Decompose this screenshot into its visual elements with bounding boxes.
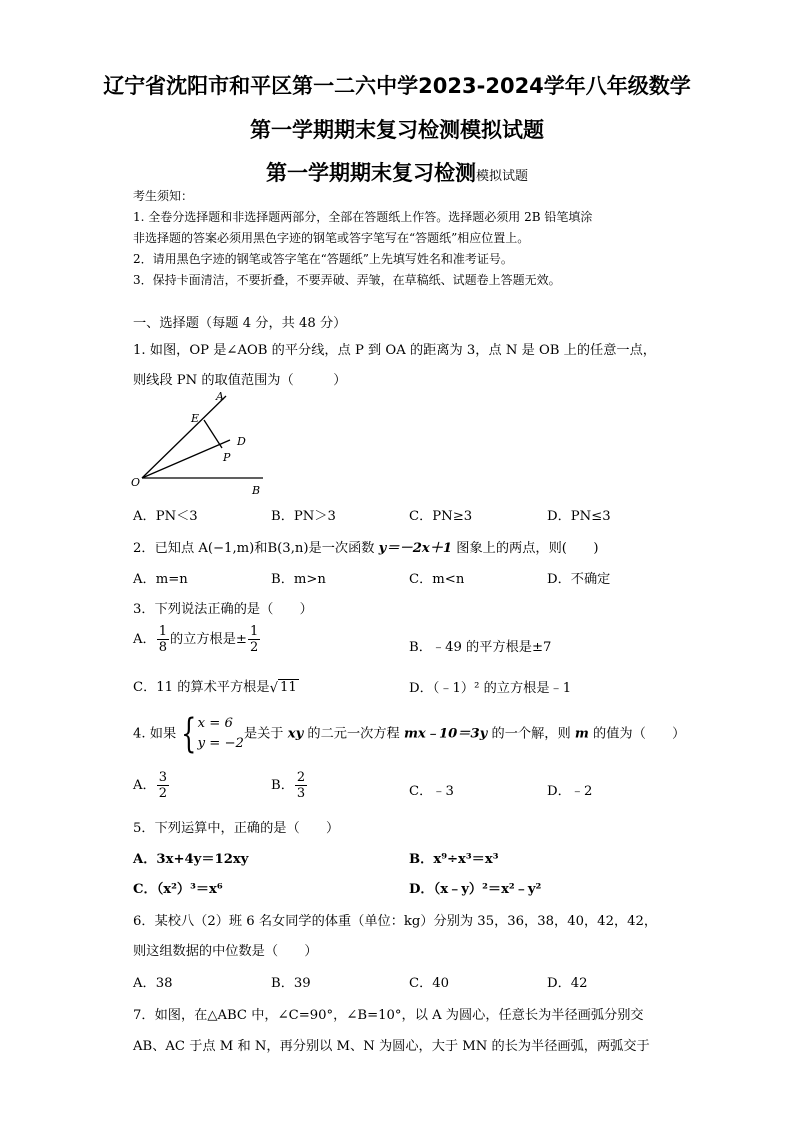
q4-m: m — [574, 726, 589, 742]
q6-option-b: B．39 — [271, 976, 311, 991]
exam-title-line3-small: 模拟试题 — [475, 169, 528, 184]
q4-option-b — [271, 770, 308, 801]
q2-option-a: A．m=n — [133, 572, 188, 587]
q1-option-d: D．PN≤3 — [547, 509, 611, 524]
notice-line-1: 1. 全卷分选择题和非选择题两部分，全部在答题纸上作答。选择题必须用 2B 铅笔填涂 — [133, 210, 593, 224]
q5-option-a: A．3x+4y＝12xy — [133, 852, 249, 867]
q5-option-b: B．x⁹÷x³＝x³ — [409, 852, 499, 867]
ray-od — [142, 440, 230, 478]
q1-option-b: B．PN＞3 — [271, 509, 336, 524]
q5-stem: 5．下列运算中，正确的是（ ） — [133, 821, 340, 836]
brace-icon: { — [181, 711, 197, 757]
q1-option-c: C．PN≥3 — [409, 509, 473, 524]
q3-option-b: B．﹣49 的平方根是±7 — [409, 640, 552, 655]
exam-title-line3-main: 第一学期期末复习检测 — [265, 161, 476, 185]
q1-figure — [125, 388, 275, 498]
q4-option-d: D．﹣2 — [547, 784, 593, 799]
label-e: E — [191, 412, 200, 425]
q4-text-b: 的二元一次方程 — [303, 726, 404, 742]
fraction-denominator: 3 — [296, 786, 306, 801]
label-p: P — [223, 451, 231, 464]
system-eq1: x = 6 — [197, 716, 233, 731]
square-root — [270, 679, 299, 696]
q3-option-a-mid: 的立方根是± — [170, 632, 247, 647]
q7-line1: 7．如图，在△ABC 中，∠C=90°，∠B=10°，以 A 为圆心，任意长为半径画弧分别交 — [133, 1008, 644, 1023]
perpendicular-pe — [204, 420, 222, 448]
fraction-denominator: 2 — [158, 786, 167, 801]
fraction-numerator: 1 — [158, 624, 167, 639]
q4-text-d: 的值为（ ） — [588, 726, 686, 742]
q4-option-b-prefix: B． — [271, 778, 294, 793]
fraction-denominator: 8 — [158, 640, 167, 655]
q4-xy: xy — [287, 726, 304, 742]
q3-option-c-text: C．11 的算术平方根是 — [133, 680, 270, 695]
radical-sign-icon: √ — [269, 681, 278, 696]
fraction-denominator: 2 — [250, 640, 259, 655]
label-a: A — [216, 390, 224, 403]
exam-title-line1: 辽宁省沈阳市和平区第一二六中学2023-2024学年八年级数学 — [103, 74, 691, 98]
fraction-numerator: 2 — [296, 770, 306, 785]
q2-text-a: 2．已知点 A(−1,m)和B(3,n)是一次函数 — [133, 541, 379, 556]
notice-line-2: 非选择题的答案必须用黑色字迹的钢笔或答字笔写在“答题纸”相应位置上。 — [133, 231, 530, 245]
section-heading: 一、选择题（每题 4 分，共 48 分） — [133, 316, 347, 331]
q3-option-d: D．（﹣1）² 的立方根是﹣1 — [409, 681, 572, 696]
q1-line2: 则线段 PN 的取值范围为（ ） — [133, 373, 347, 388]
exam-title-line2: 第一学期期末复习检测模拟试题 — [250, 118, 544, 142]
q4-option-a-prefix: A． — [133, 778, 156, 793]
q3-stem: 3．下列说法正确的是（ ） — [133, 602, 313, 617]
ray-oa — [142, 396, 226, 478]
q3-option-a-prefix: A． — [133, 632, 156, 647]
notice-line-3: 2．请用黑色字迹的钢笔或答字笔在“答题纸”上先填写姓名和准考证号。 — [133, 252, 513, 266]
notice-line-4: 3．保持卡面清洁，不要折叠，不要弄破、弄皱，在草稿纸、试题卷上答题无效。 — [133, 273, 561, 287]
q6-line2: 则这组数据的中位数是（ ） — [133, 944, 318, 959]
q1-line1: 1. 如图，OP 是∠AOB 的平分线，点 P 到 OA 的距离为 3，点 N 是 OB 上的任意一点， — [133, 343, 656, 358]
q3-option-c — [133, 676, 299, 696]
equation-system — [198, 714, 244, 754]
q2-option-d: D．不确定 — [547, 572, 611, 587]
radicand: 11 — [279, 680, 297, 695]
exam-title-line3 — [0, 157, 794, 187]
q7-line2: AB、AC 于点 M 和 N，再分别以 M、N 为圆心，大于 MN 的长为半径画弧，两弧交于 — [133, 1039, 650, 1054]
fraction-numerator: 3 — [158, 770, 167, 785]
label-b: B — [252, 484, 261, 497]
q2-option-b: B．m>n — [271, 572, 326, 587]
q1-option-a: A．PN＜3 — [133, 509, 198, 524]
q4-text-a: 是关于 — [243, 726, 288, 742]
q2-function: y＝－2x＋1 — [378, 541, 453, 556]
fraction — [157, 624, 169, 655]
fraction — [295, 770, 307, 801]
q6-option-a: A．38 — [133, 976, 173, 991]
notice-heading: 考生须知： — [133, 189, 194, 203]
system-eq2: y = −2 — [197, 736, 244, 751]
label-d: D — [237, 435, 246, 448]
q6-option-d: D．42 — [547, 976, 588, 991]
q4-stem — [133, 711, 686, 757]
q2-option-c: C．m<n — [409, 572, 465, 587]
q4-option-a — [133, 770, 170, 801]
fraction — [157, 770, 169, 801]
q4-prefix: 4. 如果 — [133, 726, 177, 742]
q6-line1: 6．某校八（2）班 6 名女同学的体重（单位：kg）分别为 35，36，38，40，42，42， — [133, 914, 658, 929]
fraction — [248, 624, 260, 655]
q2-stem — [133, 537, 598, 556]
q5-option-c: C．（x²）³＝x⁶ — [133, 882, 223, 897]
label-o: O — [131, 476, 141, 489]
q3-option-a — [133, 624, 261, 655]
q2-text-b: 图象上的两点，则( ) — [452, 541, 599, 556]
q6-option-c: C．40 — [409, 976, 450, 991]
fraction-numerator: 1 — [250, 624, 259, 639]
q4-text-c: 的一个解，则 — [487, 726, 575, 742]
q4-equation: mx﹣10＝3y — [403, 726, 488, 742]
q4-option-c: C．﹣3 — [409, 784, 454, 799]
q5-option-d: D．（x﹣y）²＝x²﹣y² — [409, 882, 542, 897]
